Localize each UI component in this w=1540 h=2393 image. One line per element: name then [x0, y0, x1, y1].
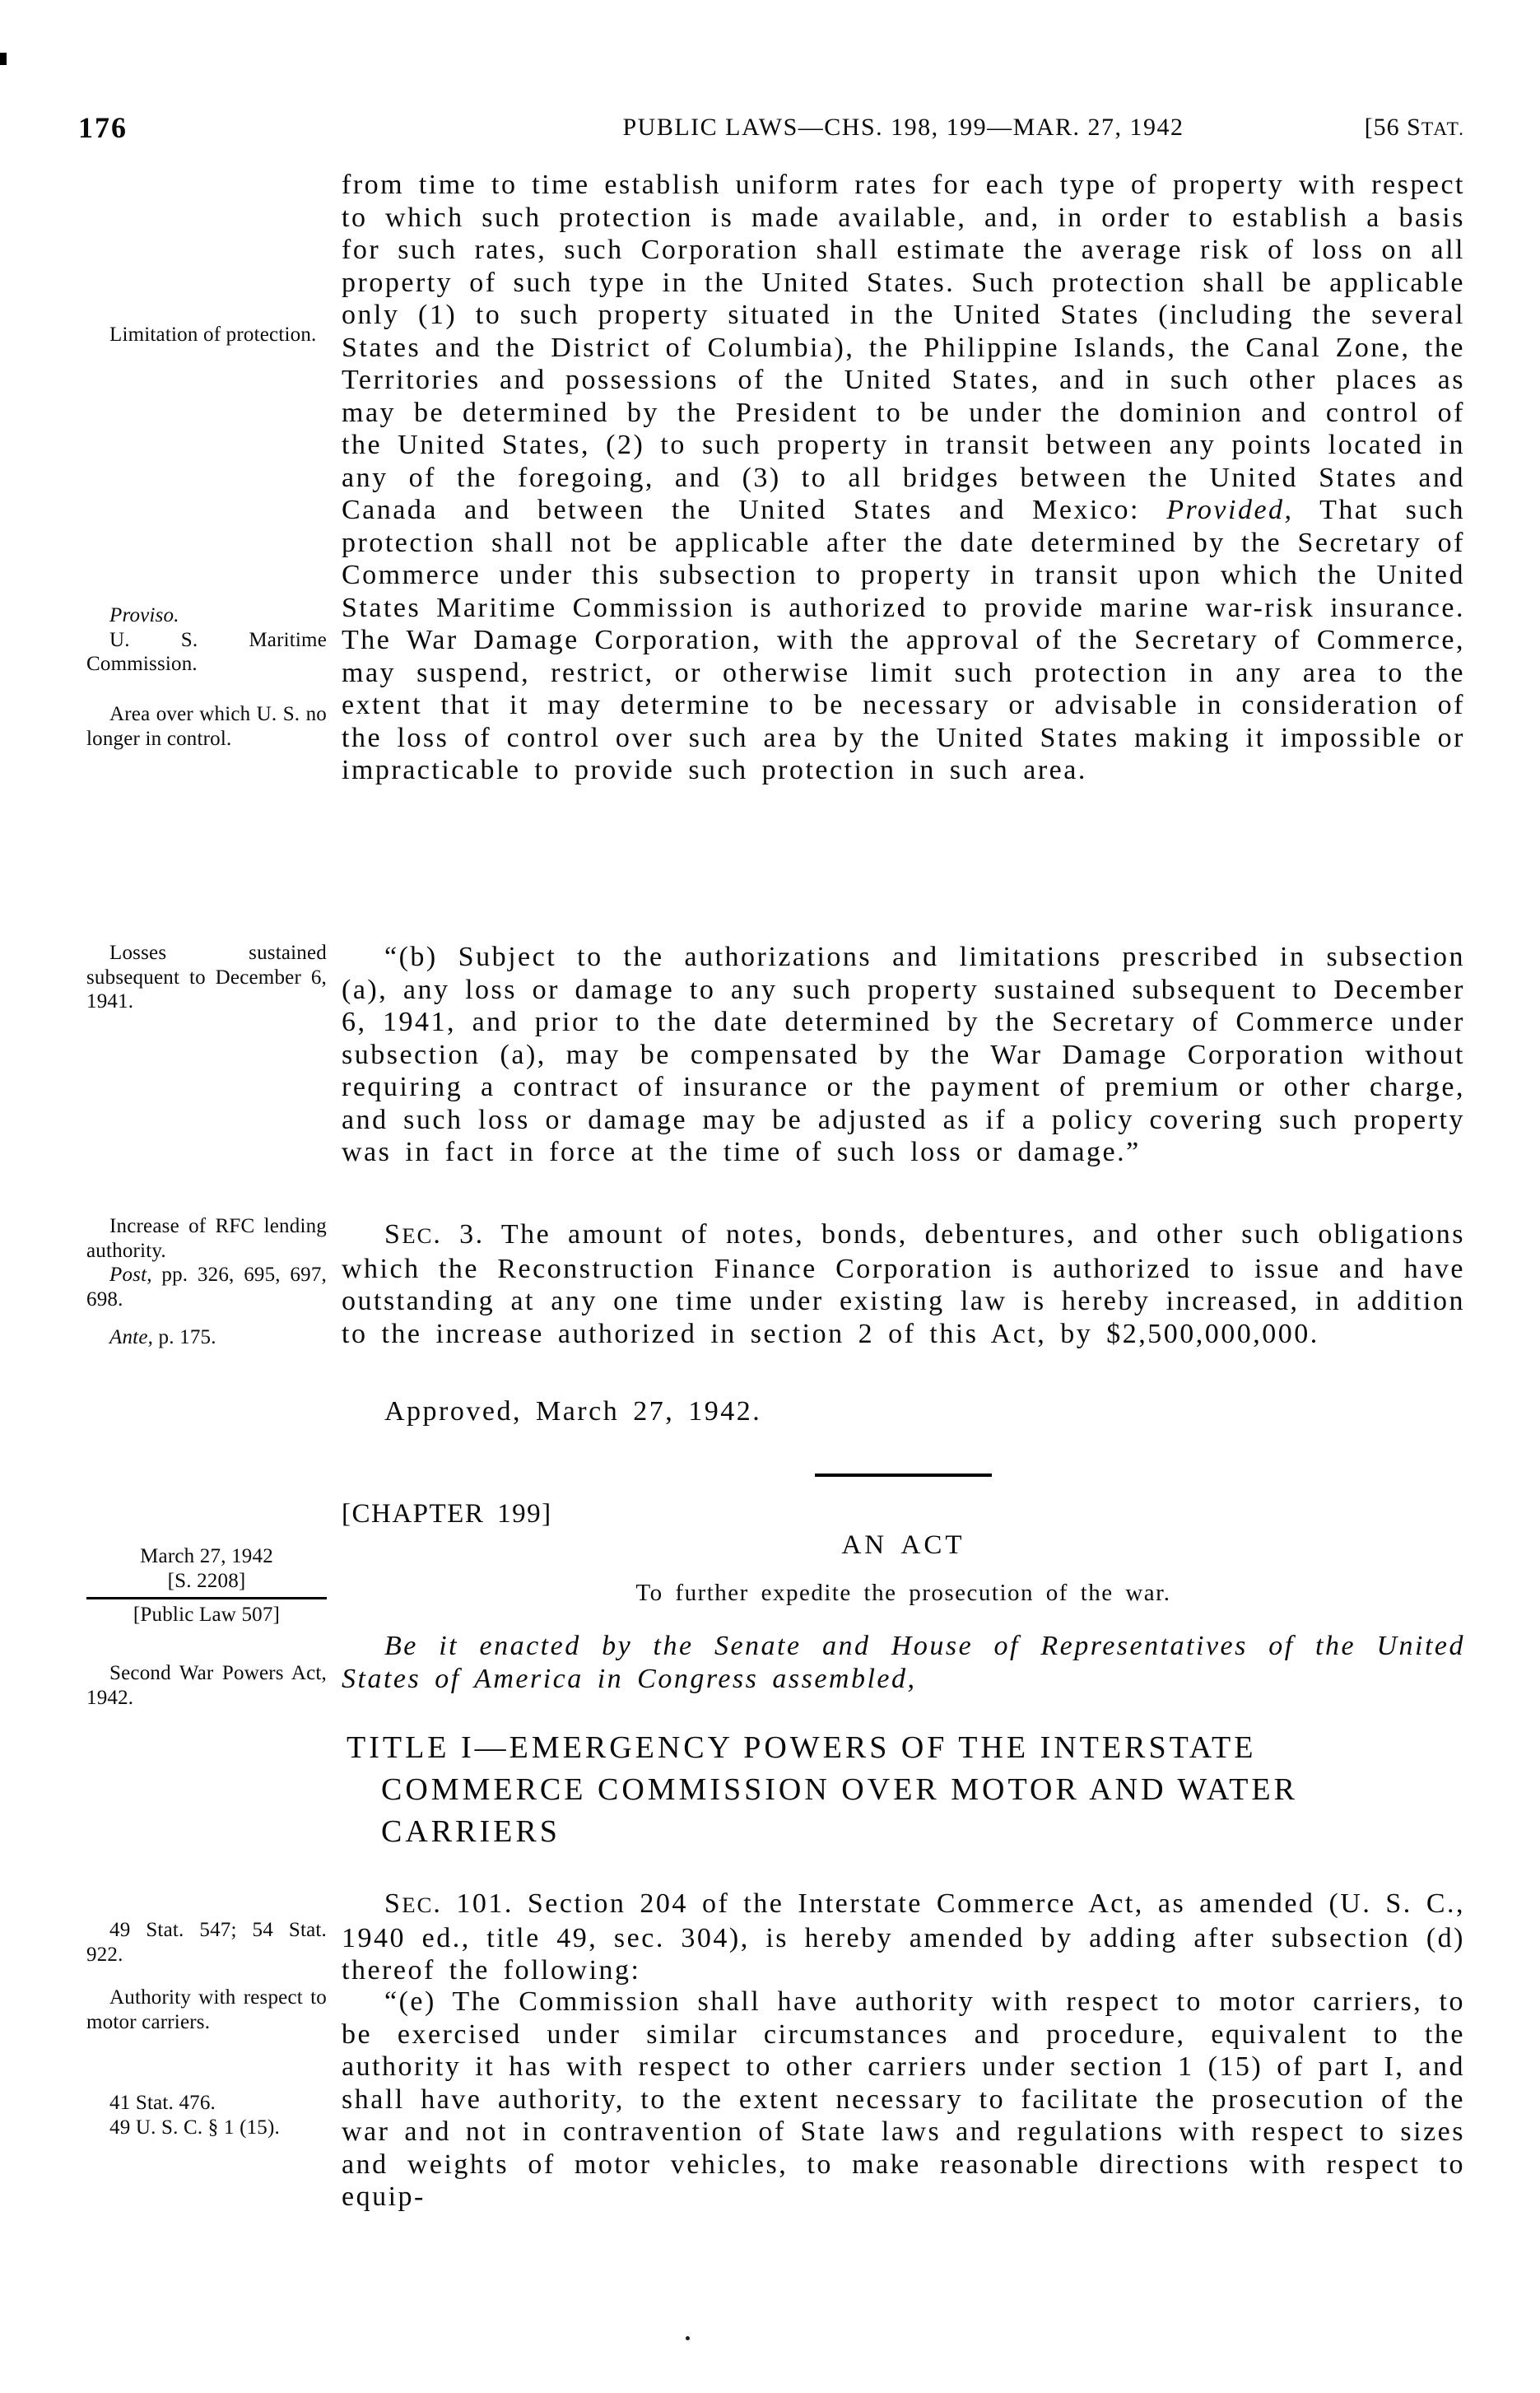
- post-italic: Post,: [109, 1264, 152, 1286]
- approved-line: [342, 1395, 1465, 1428]
- paragraph-protection-continuation: [342, 169, 1465, 787]
- title-heading-line1: TITLE I—EMERGENCY POWERS OF THE INTERSTATE: [347, 1730, 1257, 1765]
- margin-note-ante: [86, 1325, 327, 1350]
- enacting-clause: [342, 1630, 1465, 1695]
- an-act-label: AN ACT: [841, 1530, 965, 1560]
- margin-note-stat49: [86, 1918, 327, 1967]
- provided-italic: Provided,: [1166, 495, 1294, 525]
- margin-note-ante-ref: [86, 1325, 327, 1350]
- margin-note-maritime: U. S. Maritime Commission.: [86, 628, 327, 675]
- margin-note-text: Limitation of protection.: [109, 324, 317, 346]
- sec-smallcaps: EC: [402, 1223, 434, 1248]
- paragraph-sec3: [342, 1218, 1465, 1350]
- chapter-label: [CHAPTER 199]: [342, 1499, 552, 1529]
- ante-page: p. 175.: [153, 1326, 216, 1348]
- chapter-heading: [342, 1498, 1465, 1531]
- paragraph-subsection-b: [342, 941, 1465, 1169]
- paragraph-text: from time to time establish uniform rates for each type of property with respect to which such protection is made available, and, in order to establish a basis for such rates, such Corporation shall estimate the average risk of loss on all property of such type in the United States. Such protection shall be applicable only (1) to such property situated in the United States (including the several States and the District of Columbia), the Philippine Islands, the Canal Zone, the Territories and possessions of the United States, and in such other places as may be determined by the President to be under the dominion and control of the United States, (2) to such property in transit between any points located in any of the foregoing, and (3) to all bridges between the United States and Canada and between the United States and Mexico:: [342, 170, 1465, 525]
- section-divider-rule: [815, 1474, 992, 1477]
- stat-ref-smallcaps: TAT.: [1421, 119, 1465, 140]
- bill-number: [S. 2208]: [167, 1569, 246, 1592]
- margin-note-stat41: 41 Stat. 476.: [109, 2092, 216, 2114]
- paragraph-text: That such protection shall not be applicable after the date determined by the Secretary of Commerce under this subsection to property in transit upon which the United States Maritime Commission is authorized to provide marine war-risk insurance. The War Damage Corporation, with the approval of the Secretary of Commerce, may suspend, restrict, or otherwise limit such protection in any area to the extent that it may determine to be necessary or advisable in consideration of the loss of control over such area by the United States making it impossible or impracticable to provide such protection in such area.: [342, 495, 1465, 785]
- margin-note-proviso: [86, 603, 327, 677]
- margin-note-text: Losses sustained subsequent to December 6, 1941.: [86, 942, 327, 1013]
- stat-ref-text: [56 S: [1364, 114, 1421, 141]
- sec-cap: S: [384, 1219, 402, 1250]
- an-act-heading: [342, 1529, 1465, 1562]
- sec-cap: S: [384, 1888, 402, 1919]
- margin-note-rfc: [86, 1214, 327, 1311]
- title-heading-line2: COMMERCE COMMISSION OVER MOTOR AND WATER: [381, 1772, 1298, 1807]
- margin-note-usc49: 49 U. S. C. § 1 (15).: [109, 2116, 280, 2139]
- page-number: 176: [78, 111, 128, 144]
- act-subtitle-text: To further expedite the prosecution of the war.: [635, 1580, 1171, 1606]
- public-law-number: [Public Law 507]: [133, 1604, 281, 1626]
- margin-note-proviso-label: Proviso.: [109, 604, 179, 626]
- paragraph-text: “(e) The Commission shall have authority with respect to motor carriers, to be exercised under similar circumstances and procedure, equivalent to the authority it has with respect to other carriers under section 1 (15) of part I, and shall have authority, to the extent necessary to facilitate the prosecution of the war and not in contravention of State laws and regulations with respect to sizes and weights of motor vehicles, to make reasonable directions with respect to equip-: [342, 1986, 1465, 2212]
- approved-text: Approved, March 27, 1942.: [384, 1396, 762, 1427]
- sec-smallcaps: EC: [402, 1893, 434, 1917]
- paragraph-subsection-e: [342, 1986, 1465, 2214]
- margin-note-text: Second War Powers Act, 1942.: [86, 1662, 327, 1709]
- paragraph-text: . 3. The amount of notes, bonds, debentures, and other such obligations which the Reconstruction Finance Corporation is authorized to issue and have outstanding at any one time under existing law is hereby increased, in addition to the increase authorized in section 2 of this Act, by $2,500,000,000.: [342, 1219, 1465, 1349]
- margin-note-citations: [86, 2091, 327, 2139]
- margin-note-authority: [86, 1986, 327, 2034]
- statute-volume-ref: [1365, 114, 1465, 142]
- scan-edge-artifact: [0, 53, 7, 65]
- margin-note-limitation: [86, 323, 327, 347]
- enacting-text: Be it enacted by the Senate and House of Representatives of the United States of America in Congress assembled,: [342, 1631, 1465, 1694]
- margin-note-losses: [86, 941, 327, 1014]
- paragraph-sec101: [342, 1888, 1465, 1987]
- paragraph-text: . 101. Section 204 of the Interstate Commerce Act, as amended (U. S. C., 1940 ed., title 49, sec. 304), is hereby amended by adding after subsection (d) thereof the following:: [342, 1888, 1465, 1986]
- margin-note-law-block: [86, 1544, 327, 1627]
- post-pages: pp. 326, 695, 697, 698.: [86, 1264, 327, 1311]
- title-heading-line3: CARRIERS: [381, 1814, 561, 1849]
- running-header: PUBLIC LAWS—CHS. 198, 199—MAR. 27, 1942: [622, 114, 1184, 141]
- margin-note-rule: [86, 1597, 327, 1599]
- act-subtitle: [342, 1577, 1465, 1610]
- enactment-date: March 27, 1942: [140, 1545, 273, 1567]
- margin-note-text: 49 Stat. 547; 54 Stat. 922.: [86, 1919, 327, 1966]
- margin-note-text: Authority with respect to motor carriers.: [86, 1986, 327, 2033]
- scan-speck-artifact: [686, 2336, 690, 2340]
- margin-note-text: Area over which U. S. no longer in control.: [86, 703, 327, 750]
- margin-note-increase: Increase of RFC lending authority.: [86, 1215, 327, 1262]
- margin-note-area: [86, 702, 327, 751]
- ante-italic: Ante,: [109, 1326, 154, 1348]
- margin-note-post-ref: [86, 1263, 327, 1311]
- margin-note-second-war-powers: [86, 1661, 327, 1710]
- paragraph-text: “(b) Subject to the authorizations and limitations prescribed in subsection (a), any loss or damage to any such property sustained subsequent to December 6, 1941, and prior to the date determined by the Secretary of Commerce under subsection (a), may be compensated by the War Damage Corporation without requiring a contract of insurance or the payment of premium or other charge, and such loss or damage may be adjusted as if a policy covering such property was in fact in force at the time of such loss or damage.”: [342, 942, 1465, 1167]
